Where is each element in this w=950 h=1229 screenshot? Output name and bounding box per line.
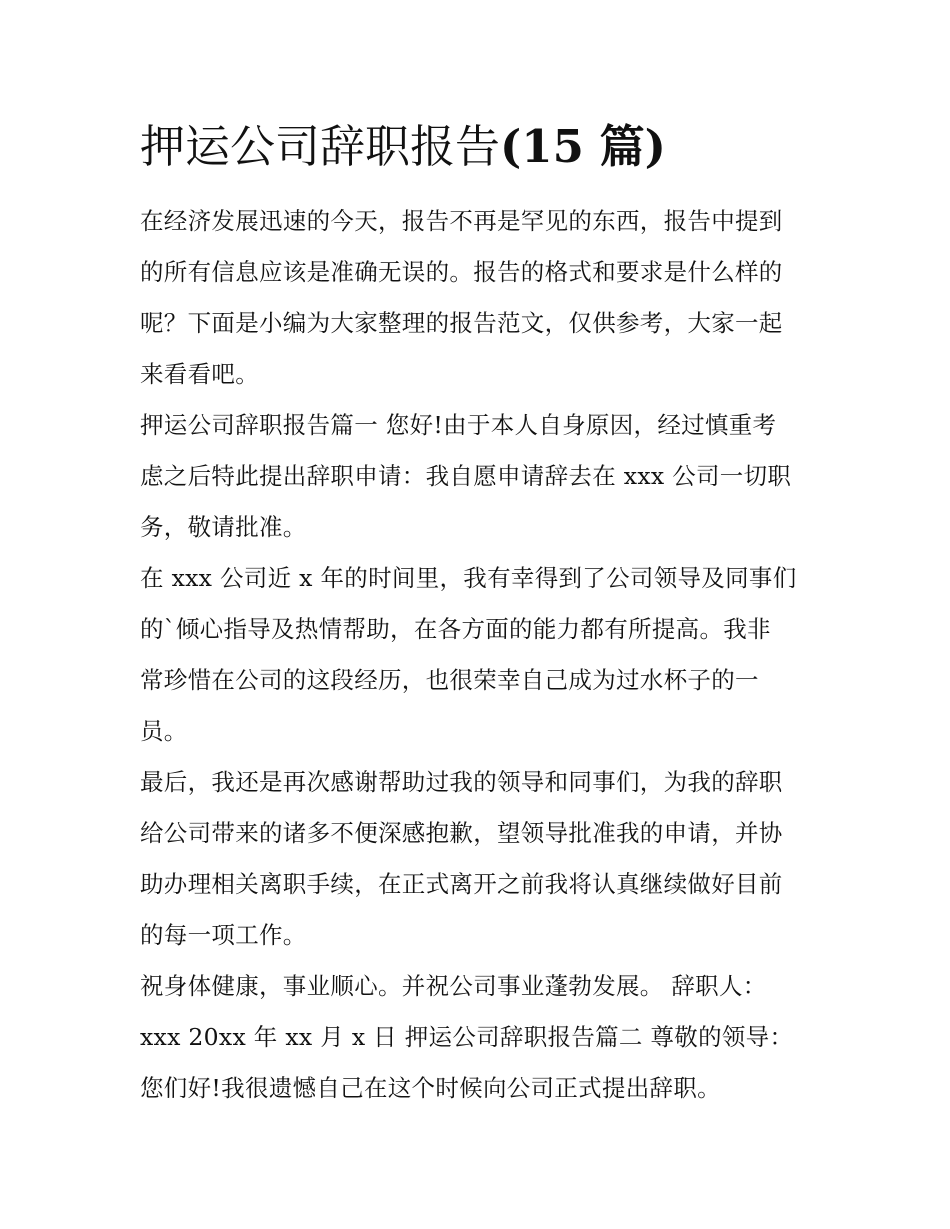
- body-line: 押运公司辞职报告篇一 您好!由于本人自身原因，经过慎重考: [140, 411, 777, 439]
- body-line: 最后，我还是再次感谢帮助过我的领导和同事们，为我的辞职: [140, 768, 783, 796]
- body-line: 呢？下面是小编为大家整理的报告范文，仅供参考，大家一起: [140, 309, 783, 337]
- body-line: 虑之后特此提出辞职申请：我自愿申请辞去在 xxx 公司一切职: [140, 462, 792, 490]
- body-line: 的`倾心指导及热情帮助，在各方面的能力都有所提高。我非: [140, 615, 771, 643]
- body-line: 在 xxx 公司近 x 年的时间里，我有幸得到了公司领导及同事们: [140, 564, 797, 592]
- body-line: 常珍惜在公司的这段经历，也很荣幸自己成为过水杯子的一: [140, 666, 759, 694]
- body-line: 员。: [140, 717, 188, 745]
- document-title-count: (15 篇): [500, 120, 666, 173]
- document-page: [140, 112, 820, 1114]
- body-line: 您们好!我很遗憾自己在这个时候向公司正式提出辞职。: [140, 1074, 721, 1102]
- body-line: 务，敬请批准。: [140, 513, 307, 541]
- document-body: [140, 196, 820, 1114]
- body-line: 的所有信息应该是准确无误的。报告的格式和要求是什么样的: [140, 258, 783, 286]
- body-line: 的每一项工作。: [140, 921, 307, 949]
- document-title: [140, 112, 820, 182]
- body-line: 在经济发展迅速的今天，报告不再是罕见的东西，报告中提到: [140, 207, 783, 235]
- body-line: 给公司带来的诸多不便深感抱歉，望领导批准我的申请，并协: [140, 819, 783, 847]
- document-title-main: 押运公司辞职报告: [140, 120, 501, 173]
- body-line: 助办理相关离职手续，在正式离开之前我将认真继续做好目前: [140, 870, 783, 898]
- body-line: 来看看吧。: [140, 360, 259, 388]
- body-line: xxx 20xx 年 xx 月 x 日 押运公司辞职报告篇二 尊敬的领导：: [140, 1023, 794, 1051]
- body-line: 祝身体健康，事业顺心。并祝公司事业蓬勃发展。 辞职人：: [140, 972, 767, 1000]
